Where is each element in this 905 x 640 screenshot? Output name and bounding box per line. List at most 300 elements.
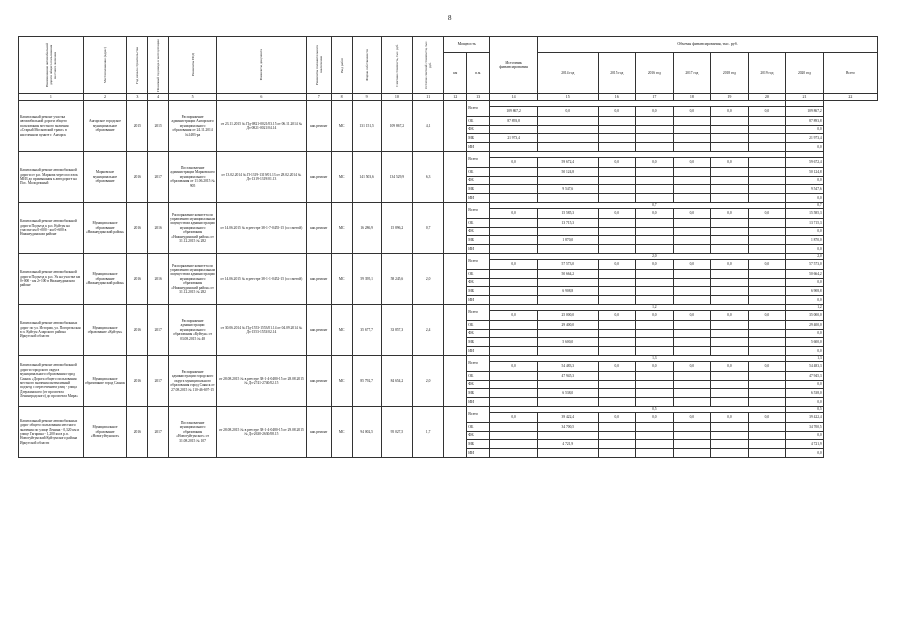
value-cell: 0,0	[673, 413, 711, 423]
column-number: 15	[538, 94, 598, 101]
value-cell	[598, 270, 636, 279]
value-cell	[748, 347, 786, 356]
value-cell	[673, 449, 711, 458]
financing-table	[18, 36, 886, 458]
source-label: ИИ	[467, 398, 490, 407]
header-year-4: 2018 год	[711, 53, 749, 94]
project-psd: Распоряжение администрации Ангарского муниципального образования от 24.11.2014 №1483-ра	[169, 101, 217, 152]
value-cell	[598, 432, 636, 440]
project-pm	[444, 203, 467, 254]
project-rest: 109 867,2	[381, 101, 412, 152]
project-location: Муниципальное образование «Нижнеудинский район»	[83, 254, 127, 305]
value-cell	[673, 321, 711, 330]
value-cell: 50 124,8	[538, 168, 598, 177]
project-location: Муниципальное образование «Новогуйтунское»	[83, 407, 127, 458]
value-cell	[673, 432, 711, 440]
value-cell	[598, 168, 636, 177]
value-cell	[538, 381, 598, 389]
project-rest: 134 529,9	[381, 152, 412, 203]
value-cell	[538, 279, 598, 287]
value-cell	[748, 185, 786, 194]
project-cost: 35 677,7	[352, 305, 381, 356]
value-cell	[748, 432, 786, 440]
value-cell: 1 870,0	[538, 236, 598, 245]
project-name: Капитальный ремонт автомобильной дороги городского округа муниципального образования город Саянск «Дорога общего пользования местного значения интенсивный подъезд с пересечением улиц - улица Дзержинского (от проспекта Ленинградского) до проспекта Мира»	[19, 356, 84, 407]
capacity-total: 1,2	[786, 305, 824, 311]
value-cell	[636, 270, 674, 279]
header-pm: п.м.	[467, 53, 490, 94]
source-label: МБ	[467, 236, 490, 245]
column-number: 2	[83, 94, 127, 101]
project-location: Муниципальное образование «Нижнеудинский район»	[83, 203, 127, 254]
value-cell	[538, 245, 598, 254]
value-cell: 6 538,0	[538, 389, 598, 398]
value-cell	[748, 279, 786, 287]
value-cell	[636, 177, 674, 185]
project-rest: 33 857,3	[381, 305, 412, 356]
value-cell	[598, 423, 636, 432]
source-label: ИИ	[467, 194, 490, 203]
value-cell: 13 715,3	[538, 219, 598, 228]
project-km: 2,0	[413, 356, 444, 407]
project-name: Капитальный ремонт участка автомобильной дороги общего пользования местного значения «Старый Московский тракт» в населенном пункте г. Ангарск	[19, 101, 84, 152]
value-cell	[636, 134, 674, 143]
column-number-row	[19, 94, 887, 101]
value-cell	[711, 134, 749, 143]
value-cell	[636, 194, 674, 203]
value-cell	[748, 296, 786, 305]
project-work: кап.ремонт	[306, 305, 331, 356]
value-cell	[748, 338, 786, 347]
value-cell	[636, 296, 674, 305]
value-cell	[636, 347, 674, 356]
column-number: 18	[673, 94, 711, 101]
value-cell	[636, 389, 674, 398]
value-cell	[538, 134, 598, 143]
header-year-3: 2017 год	[673, 53, 711, 94]
project-start: 2016	[127, 203, 148, 254]
value-cell	[636, 449, 674, 458]
value-cell	[636, 117, 674, 126]
column-number: 9	[352, 94, 381, 101]
project-name: Капитальный ремонт автомобильной дороги Подъезд к р.п. Куйтун на участке км 0+000 - км 0+600 в Нижнеудинском районе	[19, 203, 84, 254]
value-cell: 4 721,9	[786, 440, 824, 449]
project-doc: от 14.06.2015 № в реестре 38-1-1-0452-15 (со сметой)	[217, 254, 307, 305]
project-doc: от 13.02.2014 № П-1319-1319/01.13 от 28.02.2014 № Дз-1319-1319/01.13	[217, 152, 307, 203]
header-year-0: 2014 год	[538, 53, 598, 94]
project-psd: Распоряжение комитета по управлению муниципальным имуществом администрации муниципального образования «Нижнеудинский район» от 31.12.2015 № 282	[169, 203, 217, 254]
project-end: 2017	[148, 407, 169, 458]
value-cell	[636, 423, 674, 432]
value-cell	[673, 134, 711, 143]
project-start: 2016	[127, 254, 148, 305]
value-cell	[490, 287, 538, 296]
project-own: МС	[331, 152, 352, 203]
value-cell: 59 672,4	[786, 158, 824, 168]
value-cell	[711, 177, 749, 185]
project-cost: 94 002,5	[352, 407, 381, 458]
project-name: Капитальный ремонт автомобильной дороги от р.п. Маркова через поселок МИЗ до примыкания к автодороге на Пос. Молодежный	[19, 152, 84, 203]
value-cell	[598, 126, 636, 134]
value-cell	[748, 158, 786, 168]
value-cell	[598, 279, 636, 287]
value-cell	[636, 372, 674, 381]
value-cell: 0,0	[490, 260, 538, 270]
source-label: Всего	[467, 305, 490, 321]
value-cell: 0,0	[598, 362, 636, 372]
value-cell: 9 547,6	[538, 185, 598, 194]
project-psd: Распоряжение администрации городского округа муниципального образования город Саянск от 27.08.2015 № 110-46-697-15	[169, 356, 217, 407]
capacity-total: 2,0	[786, 254, 824, 260]
value-cell	[598, 449, 636, 458]
project-end: 2016	[148, 254, 169, 305]
value-cell: 39 422,4	[786, 413, 824, 423]
value-cell	[711, 287, 749, 296]
value-cell: 0,0	[786, 228, 824, 236]
value-cell: 0,0	[786, 279, 824, 287]
value-cell	[598, 330, 636, 338]
value-cell	[636, 126, 674, 134]
value-cell	[711, 228, 749, 236]
value-cell: 0,0	[598, 158, 636, 168]
value-cell	[673, 236, 711, 245]
value-cell: 0,0	[748, 362, 786, 372]
value-cell: 0,0	[786, 432, 824, 440]
value-cell: 15 585,3	[786, 209, 824, 219]
value-cell: 0,0	[673, 209, 711, 219]
header-location: Местоположение (адрес)	[83, 37, 127, 94]
value-cell	[636, 321, 674, 330]
value-cell: 54 483,3	[538, 362, 598, 372]
value-cell	[538, 228, 598, 236]
project-start: 2016	[127, 407, 148, 458]
value-cell: 0,0	[711, 260, 749, 270]
value-cell: 21 973,4	[490, 134, 538, 143]
value-cell: 9 547,6	[786, 185, 824, 194]
project-km: 0,7	[413, 203, 444, 254]
value-cell	[711, 236, 749, 245]
project-work: кап.ремонт	[306, 203, 331, 254]
column-number: 8	[331, 94, 352, 101]
value-cell	[748, 134, 786, 143]
project-km: 2,4	[413, 305, 444, 356]
source-label: Всего	[467, 356, 490, 372]
project-cost: 16 286,9	[352, 203, 381, 254]
project-pm	[444, 101, 467, 152]
value-cell: 0,0	[673, 107, 711, 117]
value-cell: 0,0	[598, 413, 636, 423]
project-pm	[444, 305, 467, 356]
project-own: МС	[331, 407, 352, 458]
value-cell	[490, 321, 538, 330]
value-cell: 0,0	[748, 209, 786, 219]
value-cell	[598, 347, 636, 356]
value-cell: 0,0	[711, 413, 749, 423]
value-cell	[490, 372, 538, 381]
header-km: км	[444, 53, 467, 94]
capacity-value: 1,3	[652, 356, 657, 361]
column-number: 11	[413, 94, 444, 101]
column-number: 10	[381, 94, 412, 101]
value-cell	[748, 389, 786, 398]
source-label: ОБ	[467, 372, 490, 381]
value-cell: 0,0	[598, 209, 636, 219]
value-cell	[598, 219, 636, 228]
project-end: 2017	[148, 305, 169, 356]
source-label: Всего	[467, 203, 490, 219]
value-cell	[490, 449, 538, 458]
value-cell: 0,0	[748, 107, 786, 117]
value-cell	[748, 177, 786, 185]
project-rest: 15 896,2	[381, 203, 412, 254]
project-name: Капитальный ремонт автомобильных дорог общего пользования местного значения по улице Ленина - 0,320 км и улице Гагарина - 1,200 км в р.п. Новогуйтунский Куйтунского района Иркутской области	[19, 407, 84, 458]
value-cell: 0,0	[490, 209, 538, 219]
value-cell	[490, 143, 538, 152]
value-cell: 0,0	[636, 107, 674, 117]
value-cell	[711, 449, 749, 458]
project-doc: от 28.08.2015 № в реестре 38-1-4-0480-15 от 29.08.2015 № Дз-2630-2630/08.15	[217, 407, 307, 458]
value-cell	[748, 423, 786, 432]
column-number: 21	[786, 94, 824, 101]
value-cell: 0,0	[748, 311, 786, 321]
value-cell	[636, 381, 674, 389]
value-cell: 1 870,0	[786, 236, 824, 245]
source-label: ФБ	[467, 279, 490, 287]
value-cell: 0,0	[538, 107, 598, 117]
value-cell	[748, 126, 786, 134]
source-label: ФБ	[467, 432, 490, 440]
value-cell: 21 973,4	[786, 134, 824, 143]
value-cell	[748, 449, 786, 458]
header-start-year: Год начала строительства	[127, 37, 148, 94]
header-document: Реквизиты документа	[217, 37, 307, 94]
source-label: ФБ	[467, 330, 490, 338]
value-cell: 0,0	[490, 158, 538, 168]
value-cell: 0,0	[786, 296, 824, 305]
project-work: кап.ремонт	[306, 101, 331, 152]
value-cell	[598, 296, 636, 305]
project-end: 2017	[148, 152, 169, 203]
value-cell	[673, 296, 711, 305]
value-cell: 5 600,0	[538, 338, 598, 347]
value-cell	[598, 398, 636, 407]
value-cell	[538, 432, 598, 440]
value-cell	[673, 177, 711, 185]
value-cell	[711, 381, 749, 389]
value-cell	[711, 168, 749, 177]
source-label: ОБ	[467, 219, 490, 228]
value-cell: 0,0	[711, 311, 749, 321]
project-work: кап.ремонт	[306, 254, 331, 305]
column-number: 6	[217, 94, 307, 101]
value-cell: 0,0	[598, 107, 636, 117]
value-cell	[598, 389, 636, 398]
capacity-value: 0,5	[652, 407, 657, 412]
header-ownership: Форма собственности	[352, 37, 381, 94]
source-label: МБ	[467, 389, 490, 398]
value-cell: 59 672,4	[538, 158, 598, 168]
project-doc: от 30.06.2014 № Пд-1553-1553/01.14 от 04.09.2014 № Дз-1553-1553/02.14	[217, 305, 307, 356]
header-name: Наименование автомобильной дороги общего пользования местного значения	[19, 37, 84, 94]
column-number: 16	[598, 94, 636, 101]
value-cell	[636, 287, 674, 296]
value-cell	[598, 245, 636, 254]
value-cell	[490, 168, 538, 177]
value-cell: 0,0	[636, 158, 674, 168]
value-cell	[748, 398, 786, 407]
value-cell: 34 700,5	[786, 423, 824, 432]
project-psd: Постановление муниципального образования «Новогуйтунское» от 31.08.2015 № 107	[169, 407, 217, 458]
source-label: Всего	[467, 152, 490, 168]
capacity-value: 0,7	[652, 203, 657, 208]
value-cell	[711, 338, 749, 347]
value-cell: 57 573,0	[786, 260, 824, 270]
project-pm	[444, 407, 467, 458]
value-cell	[490, 279, 538, 287]
source-label: ОБ	[467, 321, 490, 330]
value-cell	[711, 389, 749, 398]
value-cell	[490, 194, 538, 203]
value-cell	[748, 245, 786, 254]
value-cell	[490, 296, 538, 305]
value-cell	[598, 117, 636, 126]
value-cell	[748, 194, 786, 203]
source-label: Всего	[467, 101, 490, 117]
value-cell: 35 000,0	[786, 311, 824, 321]
value-cell	[636, 185, 674, 194]
value-cell	[748, 321, 786, 330]
project-start: 2016	[127, 356, 148, 407]
value-cell	[673, 185, 711, 194]
value-cell	[673, 117, 711, 126]
capacity-total: 0,7	[786, 203, 824, 209]
value-cell: 0,0	[786, 398, 824, 407]
value-cell: 0,0	[636, 209, 674, 219]
source-label: ФБ	[467, 381, 490, 389]
header-row	[19, 37, 887, 53]
project-end: 2015	[148, 101, 169, 152]
value-cell: 47 945,3	[786, 372, 824, 381]
value-cell	[748, 228, 786, 236]
header-year-6: 2020 год	[786, 53, 824, 94]
column-number: 5	[169, 94, 217, 101]
value-cell: 0,0	[673, 311, 711, 321]
value-cell	[673, 270, 711, 279]
value-cell: 15 585,3	[538, 209, 598, 219]
value-cell	[538, 347, 598, 356]
value-cell	[490, 347, 538, 356]
value-cell	[598, 194, 636, 203]
project-work: кап.ремонт	[306, 356, 331, 407]
value-cell: 6 908,8	[786, 287, 824, 296]
value-cell	[748, 270, 786, 279]
value-cell	[538, 449, 598, 458]
project-start: 2016	[127, 305, 148, 356]
value-cell: 47 945,3	[538, 372, 598, 381]
value-cell	[673, 279, 711, 287]
project-km: 4,1	[413, 101, 444, 152]
value-cell: 0,0	[673, 260, 711, 270]
column-number: 12	[444, 94, 467, 101]
value-cell	[538, 296, 598, 305]
value-cell: 0,0	[786, 143, 824, 152]
value-cell	[711, 185, 749, 194]
column-number: 1	[19, 94, 84, 101]
value-cell	[673, 126, 711, 134]
value-cell: 13 715,3	[786, 219, 824, 228]
value-cell	[711, 432, 749, 440]
value-cell: 0,0	[490, 413, 538, 423]
header-cost: Сметная стоимость, тыс. руб.	[381, 37, 412, 94]
value-cell	[490, 219, 538, 228]
value-cell	[673, 219, 711, 228]
value-cell: 0,0	[598, 260, 636, 270]
value-cell: 0,0	[711, 107, 749, 117]
project-psd: Распоряжение администрации муниципального образования «Куйтун» от 03.08.2015 № 48	[169, 305, 217, 356]
value-cell	[598, 338, 636, 347]
value-cell	[673, 143, 711, 152]
header-conclusion: Реквизиты положительного заключения	[306, 37, 331, 94]
source-label: ИИ	[467, 449, 490, 458]
value-cell: 0,0	[786, 347, 824, 356]
value-cell: 0,0	[673, 362, 711, 372]
column-number: 13	[467, 94, 490, 101]
value-cell	[490, 245, 538, 254]
value-cell	[711, 296, 749, 305]
project-name: Капитальный ремонт автомобильной дороги Подъезд к р.п. Ук на участке км 0+000 - км 2+100 в Нижнеудинском районе	[19, 254, 84, 305]
project-pm	[444, 254, 467, 305]
value-cell	[538, 177, 598, 185]
value-cell	[490, 432, 538, 440]
value-cell	[711, 423, 749, 432]
value-cell	[538, 117, 598, 126]
value-cell: 109 867,2	[786, 107, 824, 117]
value-cell	[490, 228, 538, 236]
value-cell	[538, 143, 598, 152]
source-label: МБ	[467, 185, 490, 194]
value-cell: 0,0	[711, 362, 749, 372]
value-cell	[490, 126, 538, 134]
page-number: 8	[448, 14, 452, 22]
value-cell: 87 893,8	[490, 117, 538, 126]
header-psd: Реквизиты ПСД	[169, 37, 217, 94]
value-cell: 39 422,4	[538, 413, 598, 423]
value-cell: 29 400,0	[538, 321, 598, 330]
value-cell	[598, 381, 636, 389]
capacity-value: 2,0	[652, 254, 657, 259]
column-number: 7	[306, 94, 331, 101]
value-cell: 0,0	[636, 362, 674, 372]
value-cell: 6 538,0	[786, 389, 824, 398]
value-cell	[711, 372, 749, 381]
source-label: ИИ	[467, 143, 490, 152]
project-end: 2016	[148, 203, 169, 254]
project-own: МС	[331, 356, 352, 407]
source-label: ОБ	[467, 168, 490, 177]
value-cell	[673, 168, 711, 177]
source-label: МБ	[467, 134, 490, 143]
source-label: Всего	[467, 407, 490, 423]
column-number: 20	[748, 94, 786, 101]
project-location: Марковское муниципальное образование	[83, 152, 127, 203]
value-cell	[711, 270, 749, 279]
source-label: ОБ	[467, 270, 490, 279]
project-pm	[444, 356, 467, 407]
project-doc: от 23.11.2015 № Пд-0821-0021/03.15 от 06.11.2014 № Дз-0821-0021/04.14	[217, 101, 307, 152]
value-cell: 0,0	[636, 413, 674, 423]
value-cell	[711, 117, 749, 126]
value-cell: 0,0	[711, 158, 749, 168]
